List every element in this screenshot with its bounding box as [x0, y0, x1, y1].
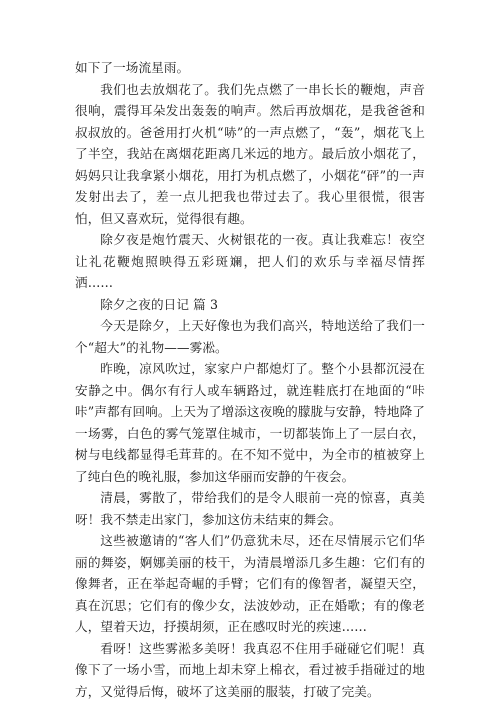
paragraph-fireworks: 我们也去放烟花了。我们先点燃了一串长长的鞭炮，声音很响，震得耳朵发出轰轰的响声。然后再放烟花，是我爸爸和叔叔放的。爸爸用打火机“哧”的一声点燃了，“轰”，烟花飞上了半空，我站在离烟花距离几米远的地方。最后放小烟花了，妈妈只让我拿紧小烟花，用打为机点燃了，小烟花“砰”的一声发射出去了，差一点儿把我也带过去了。我心里很慌，很害怕，但又喜欢玩，觉得很有趣。	[75, 79, 425, 230]
section-heading: 除夕之夜的日记 篇 3	[75, 294, 425, 316]
document-page	[75, 57, 425, 702]
paragraph-rime-gift: 今天是除夕，上天好像也为我们高兴，特地送给了我们一个“超大”的礼物——雾凇。	[75, 315, 425, 358]
paragraph-morning: 清晨，雾散了，带给我们的是令人眼前一亮的惊喜，真美呀！我不禁走出家门，参加这仿未结束的舞会。	[75, 487, 425, 530]
paragraph-guests: 这些被邀请的“客人们”仍意犹未尽，还在尽情展示它们华丽的舞姿，婀娜美丽的枝干，为清晨增添几多生趣：它们有的像舞者，正在举起奇崛的手臂；它们有的像智者，凝望天空，真在沉思；它们有的像少女，法波妙动，正在婚歌；有的像老人，望着天边，抒摸胡须，正在感叹时光的疾速……	[75, 530, 425, 638]
paragraph-last-night: 昨晚，凉风吹过，家家户户都熄灯了。整个小县都沉浸在安静之中。偶尔有行人或车辆路过，就连鞋底打在地面的“咔咔”声都有回响。上天为了增添这夜晚的朦胧与安静，特地降了一场雾，白色的雾气笼罩住城市，一切都装饰上了一层白衣，树与电线都显得毛茸茸的。在不知不觉中，为全市的植被穿上了纯白色的晚礼服，参加这华丽而安静的午夜会。	[75, 358, 425, 487]
paragraph-look: 看呀！这些雾淞多美呀！我真忍不住用手碰碰它们呢！真像下了一场小雪，而地上却未穿上棉衣，看过被手指碰过的地方，又觉得后悔，破坏了这美丽的服装，打破了完美。	[75, 638, 425, 702]
paragraph-new-year-eve: 除夕夜是炮竹震天、火树银花的一夜。真让我难忘！夜空让礼花鞭炮照映得五彩斑斓，把人们的欢乐与幸福尽情挥洒……	[75, 229, 425, 294]
paragraph-continuation: 如下了一场流星雨。	[75, 57, 425, 79]
